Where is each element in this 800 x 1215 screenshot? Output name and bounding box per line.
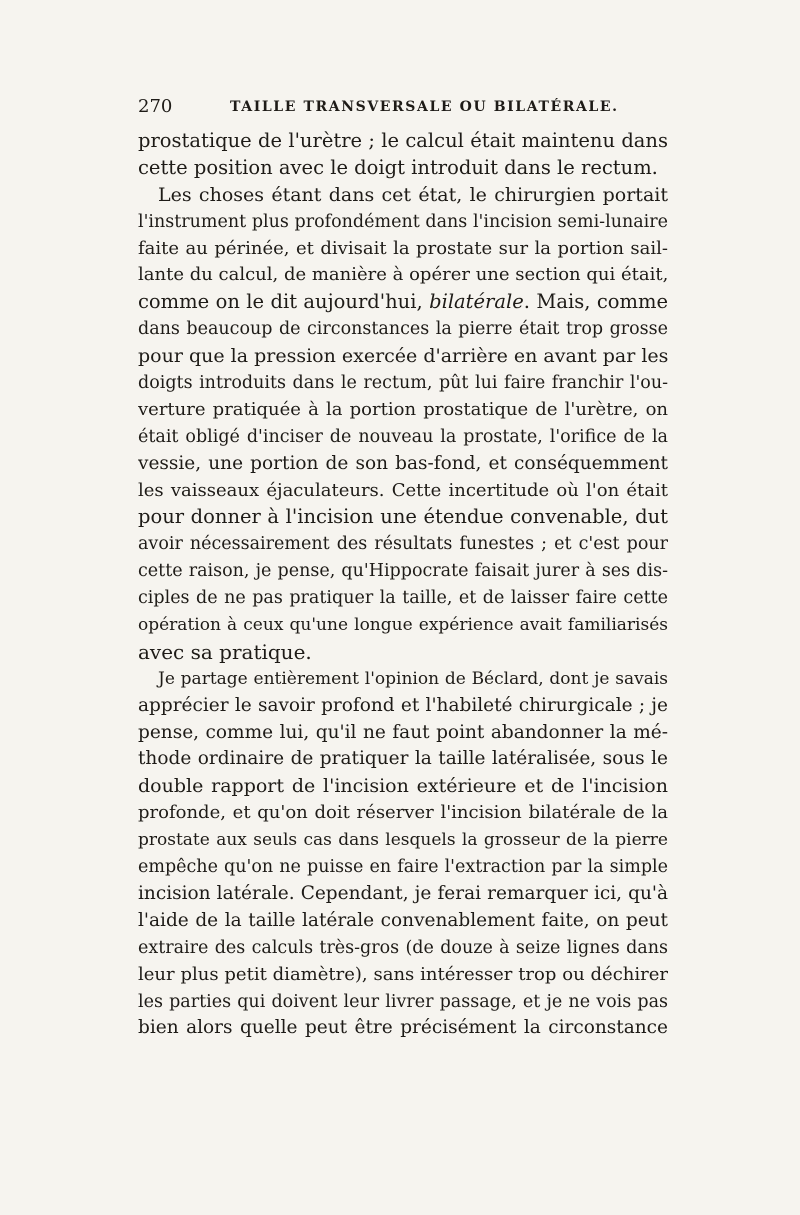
text-line: pense, comme lui, qu'il ne faut point abandonner la mé-: [138, 721, 668, 743]
text-line: lante du calcul, de manière à opérer une section qui était,: [138, 264, 668, 286]
text-line: les vaisseaux éjaculateurs. Cette incertitude où l'on était: [138, 479, 668, 501]
text-line: doigts introduits dans le rectum, pût lui faire franchir l'ou-: [138, 373, 668, 394]
text-line: dans beaucoup de circonstances la pierre était trop grosse: [138, 319, 668, 340]
text-line: bien alors quelle peut être précisément la circonstance: [138, 1017, 668, 1039]
running-title: TAILLE TRANSVERSALE OU BILATÉRALE.: [230, 99, 619, 115]
text-line: comme on le dit aujourd'hui, bilatérale. Mais, comme: [138, 290, 668, 314]
text-line: cette position avec le doigt introduit dans le rectum.: [138, 155, 658, 179]
text-line: verture pratiquée à la portion prostatique de l'urètre, on: [138, 398, 668, 420]
text-line: extraire des calculs très-gros (de douze à seize lignes dans: [138, 937, 668, 958]
text-line: pour que la pression exercée d'arrière en avant par les: [138, 345, 668, 368]
text-line: l'aide de la taille latérale convenablement faite, on peut: [138, 909, 668, 931]
page-number: 270: [138, 96, 173, 117]
text-line: empêche qu'on ne puisse en faire l'extraction par la simple: [138, 857, 668, 878]
text-line: opération à ceux qu'une longue expérience avait familiarisés: [138, 615, 668, 636]
text-line: avec sa pratique.: [138, 639, 312, 664]
running-head: [138, 96, 668, 120]
text-line: l'instrument plus profondément dans l'incision semi-lunaire: [138, 211, 668, 232]
text-line: avoir nécessairement des résultats funestes ; et c'est pour: [138, 534, 668, 555]
text-line: profonde, et qu'on doit réserver l'incision bilatérale de la: [138, 802, 668, 824]
text-line: Je partage entièrement l'opinion de Béclard, dont je savais: [158, 668, 668, 689]
text-line: prostatique de l'urètre ; le calcul était maintenu dans: [138, 129, 668, 152]
text-line: thode ordinaire de pratiquer la taille latéralisée, sous le: [138, 748, 668, 770]
text-line: apprécier le savoir profond et l'habileté chirurgicale ; je: [138, 694, 668, 716]
body-text: [138, 128, 668, 1042]
text-line: faite au périnée, et divisait la prostate sur la portion sail-: [138, 237, 668, 259]
text-line: double rapport de l'incision extérieure et de l'incision: [138, 775, 668, 798]
text-line: leur plus petit diamètre), sans intéresser trop ou déchirer: [138, 963, 668, 985]
text-line: les parties qui doivent leur livrer passage, et je ne vois pas: [138, 991, 668, 1012]
text-line: incision latérale. Cependant, je ferai remarquer ici, qu'à: [138, 882, 668, 904]
text-line: ciples de ne pas pratiquer la taille, et de laisser faire cette: [138, 588, 668, 609]
text-line: cette raison, je pense, qu'Hippocrate faisait jurer à ses dis-: [138, 561, 668, 582]
text-line: vessie, une portion de son bas-fond, et conséquemment: [138, 452, 668, 474]
text-line: pour donner à l'incision une étendue convenable, dut: [138, 505, 668, 529]
text-line: Les choses étant dans cet état, le chirurgien portait: [158, 183, 668, 206]
text-line: était obligé d'inciser de nouveau la prostate, l'orifice de la: [138, 426, 668, 447]
text-line: prostate aux seuls cas dans lesquels la grosseur de la pierre: [138, 830, 668, 851]
